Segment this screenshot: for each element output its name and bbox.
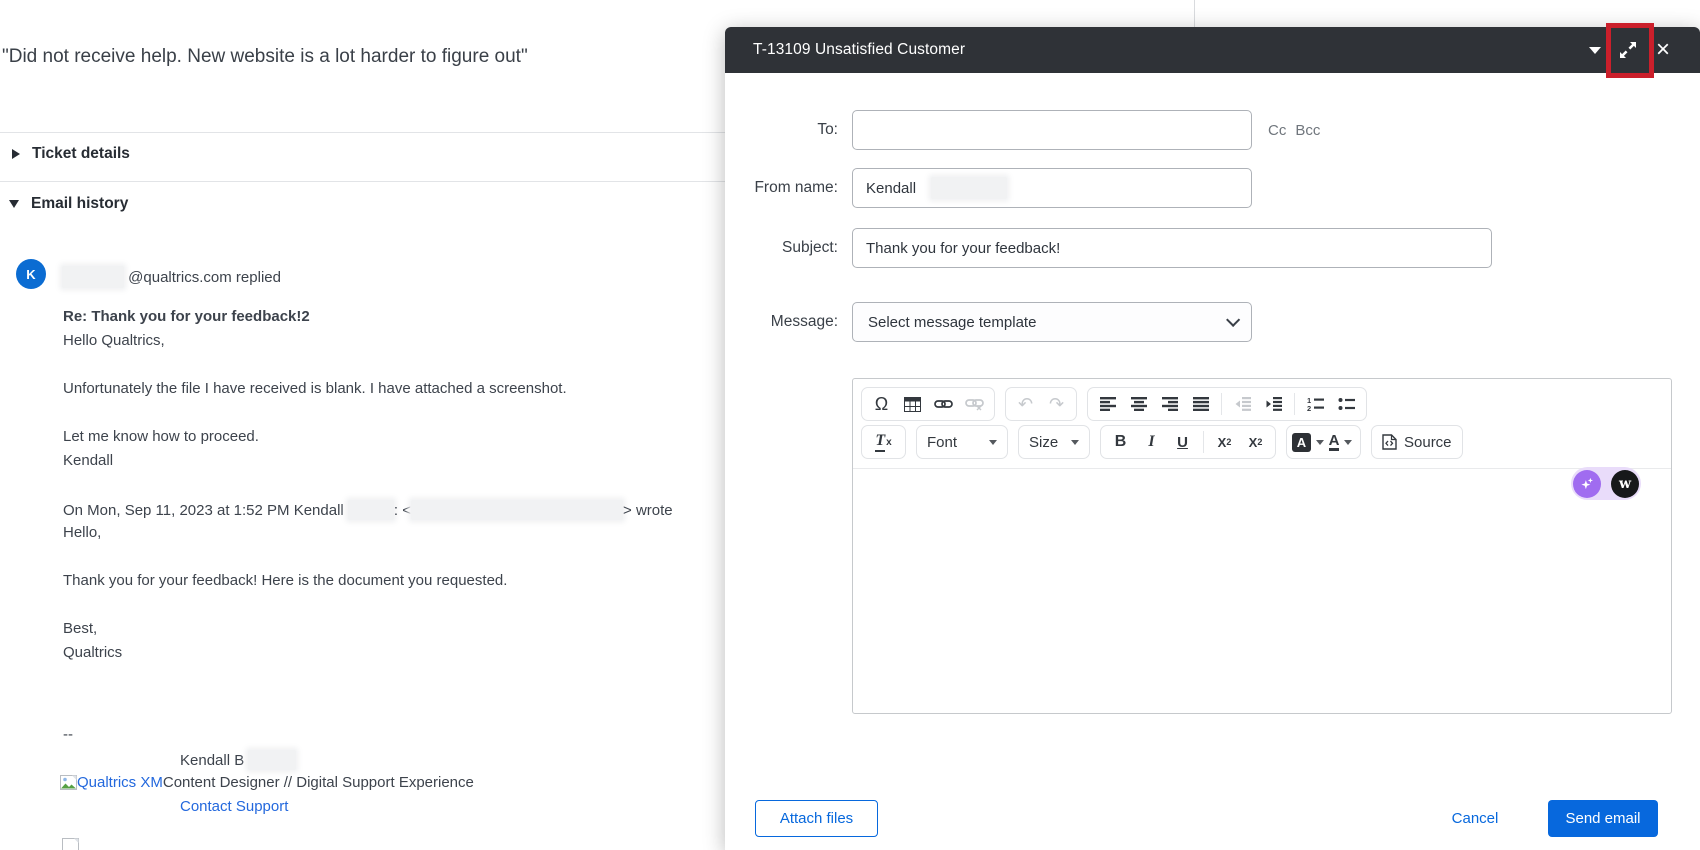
cc-toggle[interactable]: Cc: [1268, 121, 1287, 139]
rich-text-editor: [852, 378, 1672, 714]
redaction: [248, 750, 296, 770]
send-email-button[interactable]: Send email: [1548, 800, 1658, 837]
ticket-title-quote: "Did not receive help. New website is a lot harder to figure out": [2, 46, 528, 67]
numbered-list-button[interactable]: [1301, 390, 1330, 418]
annotation-highlight-box: [1606, 23, 1654, 78]
dialog-header[interactable]: [725, 27, 1700, 73]
link-button[interactable]: [929, 390, 958, 418]
underline-button[interactable]: U: [1177, 433, 1188, 451]
italic-button[interactable]: I: [1148, 433, 1155, 450]
ticket-details-section-toggle[interactable]: [12, 145, 130, 163]
insert-table-button[interactable]: [898, 390, 927, 418]
signature-divider: --: [63, 726, 73, 743]
size-select-value: Size: [1029, 433, 1059, 451]
svg-text:1: 1: [1307, 397, 1312, 405]
text-color-button[interactable]: A: [1326, 428, 1355, 456]
contact-support-link[interactable]: Contact Support: [180, 798, 289, 815]
email-body-line: Let me know how to proceed.: [63, 428, 259, 445]
email-body-line: Unfortunately the file I have received is blank. I have attached a screenshot.: [63, 380, 567, 397]
align-left-button[interactable]: [1093, 390, 1122, 418]
quoted-signoff: Best,: [63, 620, 98, 637]
undo-button[interactable]: ↶: [1017, 394, 1034, 414]
special-char-button[interactable]: Ω: [874, 394, 889, 414]
email-history-label: Email history: [31, 195, 129, 212]
signature-name-line: [180, 750, 296, 770]
editor-toolbar: [853, 379, 1671, 469]
signature-logo-line: [60, 774, 474, 791]
quoted-header-text: : <: [393, 501, 412, 519]
quoted-header-text: > wrote: [623, 501, 673, 519]
redaction: [411, 500, 623, 520]
editor-content-area[interactable]: [853, 469, 1671, 721]
redaction: [931, 177, 1007, 199]
email-sender-line: [62, 266, 281, 288]
justify-button[interactable]: [1186, 390, 1215, 418]
cancel-button[interactable]: Cancel: [1451, 810, 1499, 827]
subject-input[interactable]: [852, 228, 1492, 268]
chevron-down-icon: [989, 440, 997, 445]
redo-button[interactable]: ↷: [1048, 394, 1065, 414]
indent-button[interactable]: [1259, 390, 1288, 418]
align-center-button[interactable]: [1124, 390, 1153, 418]
signature-title: Content Designer // Digital Support Experience: [162, 774, 474, 791]
unlink-button[interactable]: [960, 390, 989, 418]
quoted-greeting: Hello,: [63, 524, 102, 541]
chevron-down-icon: [1344, 440, 1352, 445]
quoted-email-header: [63, 500, 673, 520]
browser-extension-pill: [1571, 467, 1641, 500]
close-icon[interactable]: ×: [1655, 36, 1670, 63]
cc-bcc-toggles: [1268, 110, 1320, 150]
size-select[interactable]: [1018, 425, 1090, 459]
chevron-down-icon: [1316, 440, 1324, 445]
bcc-toggle[interactable]: Bcc: [1295, 121, 1321, 139]
broken-image-icon: [62, 838, 79, 850]
chevron-down-icon: [9, 200, 19, 208]
message-template-select[interactable]: [852, 302, 1252, 342]
to-input[interactable]: [852, 110, 1252, 150]
divider: [1194, 0, 1195, 27]
source-button-label: Source: [1404, 433, 1452, 451]
ai-sparkle-icon[interactable]: [1573, 470, 1601, 498]
compose-email-dialog: [725, 27, 1700, 850]
email-greeting: Hello Qualtrics,: [63, 332, 165, 349]
collapse-chevron-icon[interactable]: [1583, 27, 1607, 73]
chevron-down-icon: [1226, 313, 1240, 327]
sender-suffix: @qualtrics.com replied: [128, 268, 281, 286]
chevron-right-icon: [12, 149, 20, 159]
redaction: [62, 266, 124, 288]
align-right-button[interactable]: [1155, 390, 1184, 418]
to-label: To:: [817, 121, 838, 138]
font-select[interactable]: [916, 425, 1008, 459]
message-label: Message:: [770, 313, 838, 330]
outdent-button[interactable]: [1228, 390, 1257, 418]
font-select-value: Font: [927, 433, 958, 451]
subscript-button[interactable]: X 2: [1217, 434, 1232, 450]
source-button[interactable]: [1371, 425, 1463, 459]
divider: [0, 132, 725, 133]
svg-text:2: 2: [1307, 404, 1312, 411]
avatar: [16, 259, 46, 289]
email-signoff: Kendall: [63, 452, 114, 469]
writing-assistant-icon[interactable]: w: [1611, 470, 1639, 498]
email-subject-line: Re: Thank you for your feedback!2: [63, 308, 310, 325]
signature-name: Kendall B: [180, 751, 245, 769]
from-name-input[interactable]: [852, 168, 1252, 208]
avatar-initial: K: [26, 266, 36, 282]
source-code-icon: [1382, 434, 1397, 450]
attach-files-button[interactable]: Attach files: [755, 800, 878, 837]
subject-label: Subject:: [781, 239, 838, 256]
chevron-down-icon: [1071, 440, 1079, 445]
message-template-value: Select message template: [868, 313, 1037, 331]
bullet-list-button[interactable]: [1332, 390, 1361, 418]
quoted-body: Thank you for your feedback! Here is the document you requested.: [63, 572, 508, 589]
ticket-details-label: Ticket details: [32, 145, 130, 162]
email-history-section-toggle[interactable]: [9, 195, 128, 213]
redaction: [348, 500, 394, 520]
remove-format-button[interactable]: T x: [869, 428, 898, 456]
bold-button[interactable]: B: [1114, 433, 1127, 450]
dialog-title: T-13109 Unsatisfied Customer: [753, 41, 966, 58]
from-name-label: From name:: [754, 179, 838, 196]
quoted-signoff: Qualtrics: [63, 644, 123, 661]
divider: [0, 181, 725, 182]
background-color-button[interactable]: A: [1292, 428, 1324, 456]
signature-logo-alt-link[interactable]: Qualtrics XM: [77, 774, 163, 791]
broken-image-icon: [60, 775, 77, 790]
quoted-header-text: On Mon, Sep 11, 2023 at 1:52 PM Kendall: [63, 501, 348, 519]
superscript-button[interactable]: X 2: [1248, 434, 1263, 450]
